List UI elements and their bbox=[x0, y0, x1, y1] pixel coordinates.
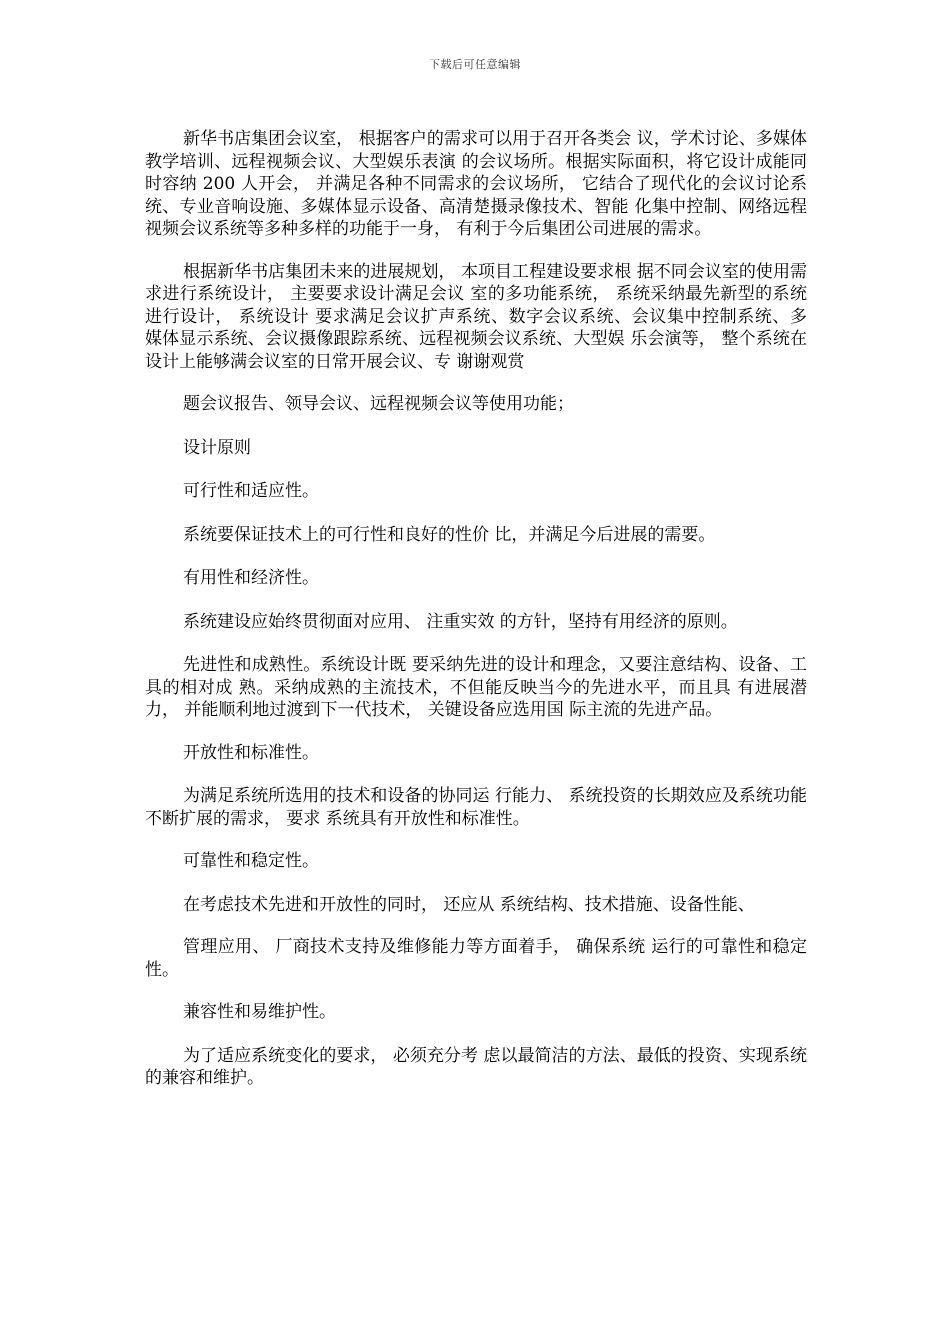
paragraph-compatibility: 为了适应系统变化的要求， 必须充分考 虑以最简洁的方法、最低的投资、实现系统的兼容和维护。 bbox=[145, 1045, 807, 1088]
heading-compatibility: 兼容性和易维护性。 bbox=[183, 1002, 336, 1022]
document-body bbox=[145, 128, 807, 1110]
paragraph-functions: 题会议报告、领导会议、远程视频会议等使用功能； bbox=[183, 394, 574, 414]
paragraph-intro: 新华书店集团会议室， 根据客户的需求可以用于召开各类会 议，学术讨论、多媒体教学培训、远程视频会议、大型娱乐表演 的会议场所。根据实际面积，将它设计成能同时容纳 200 人开会， 并满足各种不同需求的会议场所， 它结合了现代化的会议讨论系 统、专业音响设施、多媒体显示设备、高清楚摄录像技术、智能 化集中控制、网络远程视频会议系统等多种多样的功能于一身， 有利于今后集团公司进展的需求。 bbox=[145, 129, 807, 239]
paragraph-practicality: 系统建设应始终贯彻面对应用、 注重实效 的方针，坚持有用经济的原则。 bbox=[183, 611, 738, 632]
heading-practicality: 有用性和经济性。 bbox=[183, 568, 319, 588]
page-header-note: 下载后可任意编辑 bbox=[429, 58, 521, 71]
heading-design-principles: 设计原则 bbox=[183, 437, 251, 458]
paragraph-openness: 为满足系统所选用的技术和设备的协同运 行能力、 系统投资的长期效应及系统功能不断扩展的需求， 要求 系统具有开放性和标准性。 bbox=[145, 786, 807, 829]
paragraph-planning: 根据新华书店集团未来的进展规划， 本项目工程建设要求根 据不同会议室的使用需求进行系统设计， 主要要求设计满足会议 室的多功能系统， 系统采纳最先新型的系统进行设计， 系统设计 要求满足会议扩声系统、数字会议系统、会议集中控制系统、多 媒体显示系统、会议摄像跟踪系统、远程视频会议系统、大型娱 乐会演等， 整个系统在设计上能够满会议室的日常开展会议、专 谢谢观赏 bbox=[145, 261, 807, 372]
paragraph-reliability-part2: 管理应用、 厂商技术支持及维修能力等方面着手， 确保系统 运行的可靠性和稳定性。 bbox=[145, 937, 807, 980]
heading-openness: 开放性和标准性。 bbox=[183, 742, 319, 763]
paragraph-reliability-part1: 在考虑技术先进和开放性的同时， 还应从 系统结构、技术措施、设备性能、 bbox=[183, 894, 755, 915]
paragraph-advanced-maturity: 先进性和成熟性。系统设计既 要采纳先进的设计和理念，又要注意结构、设备、工具的相对成 熟。采纳成熟的主流技术，不但能反映当今的先进水平，而且具 有进展潜力， 并能顺利地过渡到下一代技术， 关键设备应选用国 际主流的先进产品。 bbox=[145, 655, 807, 720]
heading-reliability: 可靠性和稳定性。 bbox=[183, 851, 319, 871]
heading-feasibility: 可行性和适应性。 bbox=[183, 481, 319, 501]
paragraph-feasibility: 系统要保证技术上的可行性和良好的性价 比，并满足今后进展的需要。 bbox=[183, 524, 716, 545]
